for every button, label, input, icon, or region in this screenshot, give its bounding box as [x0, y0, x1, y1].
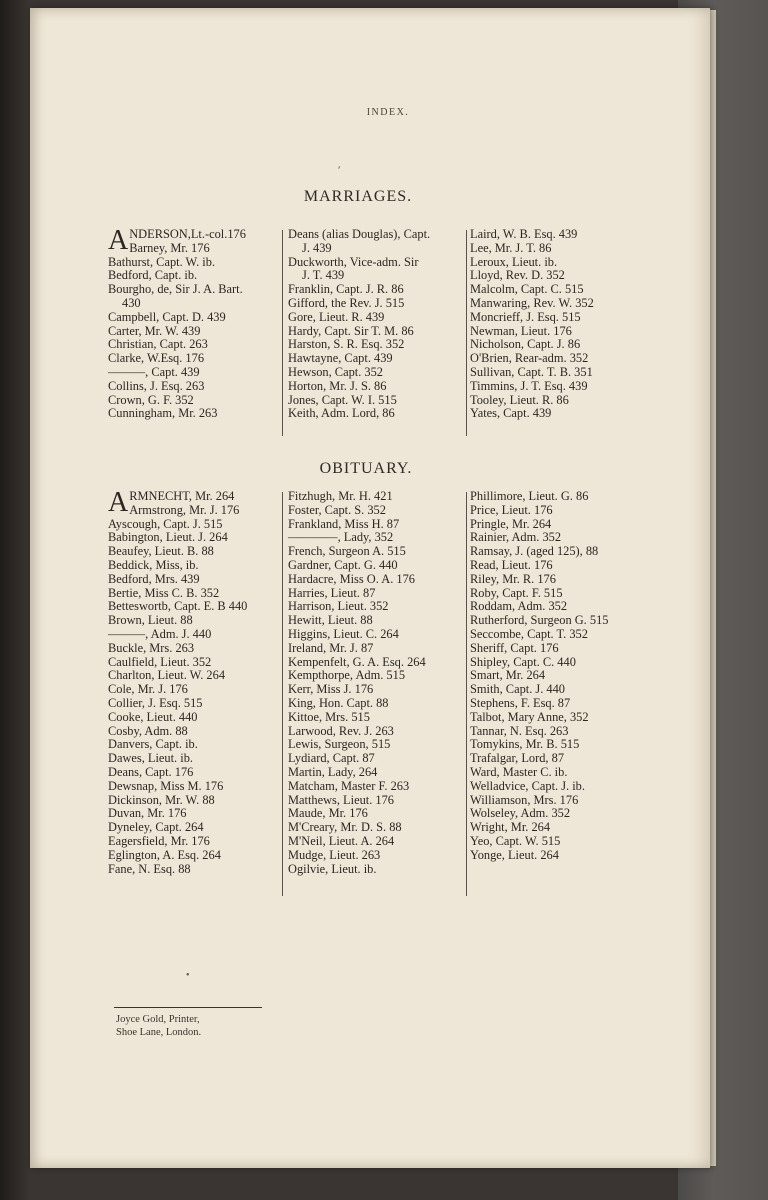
index-entry: Laird, W. B. Esq. 439: [470, 227, 578, 241]
index-entry: Lee, Mr. J. T. 86: [470, 240, 552, 255]
imprint-rule: [114, 1007, 262, 1008]
index-entry: Rainier, Adm. 352: [470, 530, 562, 545]
index-entry: Welladvice, Capt. J. ib.: [470, 778, 585, 793]
index-entry: Roby, Capt. F. 515: [470, 585, 563, 600]
index-entry: Roddam, Adm. 352: [470, 599, 568, 614]
index-entry: Christian, Capt. 263: [108, 337, 208, 352]
index-entry: Carter, Mr. W. 439: [108, 323, 201, 338]
index-entry: Cosby, Adm. 88: [108, 723, 188, 738]
index-entry: Matcham, Master F. 263: [288, 778, 410, 793]
imprint-line: Joyce Gold, Printer,: [116, 1014, 200, 1025]
index-entry: Collins, J. Esq. 263: [108, 378, 205, 393]
index-entry: Babington, Lieut. J. 264: [108, 530, 228, 545]
index-entry: Hewitt, Lieut. 88: [288, 613, 373, 628]
index-entry: Mudge, Lieut. 263: [288, 847, 381, 862]
index-entry: Yeo, Capt. W. 515: [470, 833, 561, 848]
marriages-column-1: [108, 225, 246, 421]
index-entry: Keith, Adm. Lord, 86: [288, 406, 395, 421]
book-page: [30, 8, 710, 1168]
index-entry: ————, Lady, 352: [288, 530, 394, 545]
index-entry: Martin, Lady, 264: [288, 764, 378, 779]
index-entry: Timmins, J. T. Esq. 439: [470, 378, 588, 393]
index-entry: Smart, Mr. 264: [470, 668, 546, 683]
index-entry: Dewsnap, Miss M. 176: [108, 778, 224, 793]
index-entry: Dawes, Lieut. ib.: [108, 751, 193, 766]
index-entry: Ward, Master C. ib.: [470, 764, 568, 779]
obituary-column-2: [288, 490, 426, 876]
index-entry: Caulfield, Lieut. 352: [108, 654, 212, 669]
index-entry: Horton, Mr. J. S. 86: [288, 378, 387, 393]
index-entry: Beddick, Miss, ib.: [108, 557, 199, 572]
printer-mark: •: [186, 970, 190, 981]
drop-cap: A: [108, 487, 129, 518]
index-entry: Williamson, Mrs. 176: [470, 792, 579, 807]
first-entry: [108, 487, 247, 518]
index-entry: Smith, Capt. J. 440: [470, 682, 566, 697]
index-entry: Betteswortb, Capt. E. B 440: [108, 599, 248, 614]
index-entry: Pringle, Mr. 264: [470, 516, 552, 531]
index-entry: Hardacre, Miss O. A. 176: [288, 571, 415, 586]
index-entry: Yonge, Lieut. 264: [470, 847, 559, 862]
index-entry: Larwood, Rev. J. 263: [288, 723, 394, 738]
imprint-line: Shoe Lane, London.: [116, 1027, 202, 1038]
index-entry: Campbell, Capt. D. 439: [108, 309, 226, 324]
index-entry: Kerr, Miss J. 176: [288, 682, 374, 697]
index-entry: Eglington, A. Esq. 264: [108, 847, 221, 862]
marriages-column-3: [470, 228, 594, 421]
index-entry: Read, Lieut. 176: [470, 557, 553, 572]
index-entry: Bathurst, Capt. W. ib.: [108, 254, 216, 269]
index-entry: Ayscough, Capt. J. 515: [108, 516, 223, 531]
running-head: INDEX.: [366, 107, 410, 118]
index-entry: Riley, Mr. R. 176: [470, 571, 556, 586]
index-entry: French, Surgeon A. 515: [288, 544, 406, 559]
index-entry: Tooley, Lieut. R. 86: [470, 392, 569, 407]
index-entry: Cole, Mr. J. 176: [108, 682, 188, 697]
index-entry: Rutherford, Surgeon G. 515: [470, 613, 609, 628]
obituary-heading: OBITUARY.: [319, 460, 413, 477]
index-entry: Phillimore, Lieut. G. 86: [470, 489, 589, 503]
index-entry: Shipley, Capt. C. 440: [470, 654, 576, 669]
index-entry: Barney, Mr. 176: [129, 240, 210, 255]
drop-cap: A: [108, 225, 129, 256]
index-entry: Danvers, Capt. ib.: [108, 737, 198, 752]
index-entry: Wright, Mr. 264: [470, 820, 551, 835]
index-entry: Foster, Capt. S. 352: [288, 502, 386, 517]
index-entry: Moncrieff, J. Esq. 515: [470, 309, 581, 324]
index-entry: Cooke, Lieut. 440: [108, 709, 198, 724]
index-entry: Nicholson, Capt. J. 86: [470, 337, 581, 352]
index-entry: Clarke, W.Esq. 176: [108, 351, 205, 366]
index-entry: Lloyd, Rev. D. 352: [470, 268, 565, 283]
index-entry: Frankland, Miss H. 87: [288, 516, 400, 531]
index-entry: Dyneley, Capt. 264: [108, 820, 204, 835]
column-rule: [466, 492, 467, 896]
marriages-heading: MARRIAGES.: [303, 188, 413, 205]
printer-mark: ⸴: [338, 161, 341, 172]
index-entry: Stephens, F. Esq. 87: [470, 695, 571, 710]
index-entry: Jones, Capt. W. I. 515: [288, 392, 397, 407]
index-entry: RMNECHT, Mr. 264: [129, 489, 235, 503]
index-entry: Seccombe, Capt. T. 352: [470, 626, 588, 641]
index-entry: Fane, N. Esq. 88: [108, 861, 191, 876]
index-entry: Trafalgar, Lord, 87: [470, 751, 565, 766]
index-entry: ———, Adm. J. 440: [108, 626, 212, 641]
column-rule: [282, 230, 283, 436]
index-entry: Ogilvie, Lieut. ib.: [288, 861, 377, 876]
index-entry: Leroux, Lieut. ib.: [470, 254, 558, 269]
index-entry: Duckworth, Vice-adm. Sir: [288, 254, 419, 269]
index-entry: Brown, Lieut. 88: [108, 613, 193, 628]
index-entry: Ireland, Mr. J. 87: [288, 640, 374, 655]
column-rule: [282, 492, 283, 896]
index-entry: Talbot, Mary Anne, 352: [470, 709, 589, 724]
index-entry: Harries, Lieut. 87: [288, 585, 376, 600]
marriages-column-2: [288, 228, 430, 421]
index-entry: Maude, Mr. 176: [288, 806, 368, 821]
index-entry: Yates, Capt. 439: [470, 406, 552, 421]
index-entry: Bedford, Mrs. 439: [108, 571, 200, 586]
index-entry: NDERSON,Lt.-col.176: [129, 227, 246, 241]
index-entry: Collier, J. Esq. 515: [108, 695, 203, 710]
obituary-column-1: [108, 487, 248, 876]
index-entry: Kittoe, Mrs. 515: [288, 709, 370, 724]
index-entry: Eagersfield, Mr. 176: [108, 833, 210, 848]
index-entry: Kempenfelt, G. A. Esq. 264: [288, 654, 426, 669]
index-entry: Duvan, Mr. 176: [108, 806, 187, 821]
index-entry: J. 439: [302, 240, 332, 255]
index-entry: Harston, S. R. Esq. 352: [288, 337, 405, 352]
index-entry: Lydiard, Capt. 87: [288, 751, 375, 766]
index-entry: Beaufey, Lieut. B. 88: [108, 544, 214, 559]
index-entry: Newman, Lieut. 176: [470, 323, 572, 338]
index-entry: Gardner, Capt. G. 440: [288, 557, 398, 572]
index-entry: Dickinson, Mr. W. 88: [108, 792, 215, 807]
index-entry: Charlton, Lieut. W. 264: [108, 668, 226, 683]
book-gutter: [0, 0, 30, 1200]
index-entry: ———, Capt. 439: [108, 364, 200, 379]
obituary-column-3: [470, 490, 608, 863]
index-entry: Bourgho, de, Sir J. A. Bart.: [108, 282, 243, 297]
index-entry: M'Creary, Mr. D. S. 88: [288, 820, 402, 835]
index-entry: Deans, Capt. 176: [108, 764, 194, 779]
index-entry: Gore, Lieut. R. 439: [288, 309, 385, 324]
index-entry: Malcolm, Capt. C. 515: [470, 282, 584, 297]
index-entry: M'Neil, Lieut. A. 264: [288, 833, 395, 848]
index-entry: Crown, G. F. 352: [108, 392, 194, 407]
index-entry: Hewson, Capt. 352: [288, 364, 383, 379]
index-entry: Ramsay, J. (aged 125), 88: [470, 544, 599, 559]
index-entry: Matthews, Lieut. 176: [288, 792, 394, 807]
index-entry: Higgins, Lieut. C. 264: [288, 626, 399, 641]
index-entry: Gifford, the Rev. J. 515: [288, 295, 405, 310]
column-rule: [466, 230, 467, 436]
index-entry: 430: [122, 295, 141, 310]
index-entry: Kempthorpe, Adm. 515: [288, 668, 406, 683]
index-entry: Deans (alias Douglas), Capt.: [288, 227, 431, 241]
index-entry: Wolseley, Adm. 352: [470, 806, 571, 821]
index-entry: Cunningham, Mr. 263: [108, 406, 218, 421]
index-entry: Harrison, Lieut. 352: [288, 599, 389, 614]
index-entry: King, Hon. Capt. 88: [288, 695, 389, 710]
index-entry: Bedford, Capt. ib.: [108, 268, 198, 283]
printer-imprint: [116, 1013, 201, 1039]
index-entry: Franklin, Capt. J. R. 86: [288, 282, 404, 297]
index-entry: Manwaring, Rev. W. 352: [470, 295, 594, 310]
index-entry: Tomykins, Mr. B. 515: [470, 737, 580, 752]
index-entry: Sheriff, Capt. 176: [470, 640, 559, 655]
index-entry: O'Brien, Rear-adm. 352: [470, 351, 589, 366]
index-entry: Bertie, Miss C. B. 352: [108, 585, 220, 600]
index-entry: Fitzhugh, Mr. H. 421: [288, 489, 393, 503]
index-entry: Sullivan, Capt. T. B. 351: [470, 364, 593, 379]
index-entry: Lewis, Surgeon, 515: [288, 737, 391, 752]
index-entry: Hardy, Capt. Sir T. M. 86: [288, 323, 414, 338]
first-entry: [108, 225, 246, 256]
index-entry: Hawtayne, Capt. 439: [288, 351, 393, 366]
index-entry: Tannar, N. Esq. 263: [470, 723, 569, 738]
index-entry: J. T. 439: [302, 268, 345, 283]
index-entry: Price, Lieut. 176: [470, 502, 553, 517]
index-entry: Buckle, Mrs. 263: [108, 640, 195, 655]
index-entry: Armstrong, Mr. J. 176: [129, 502, 240, 517]
